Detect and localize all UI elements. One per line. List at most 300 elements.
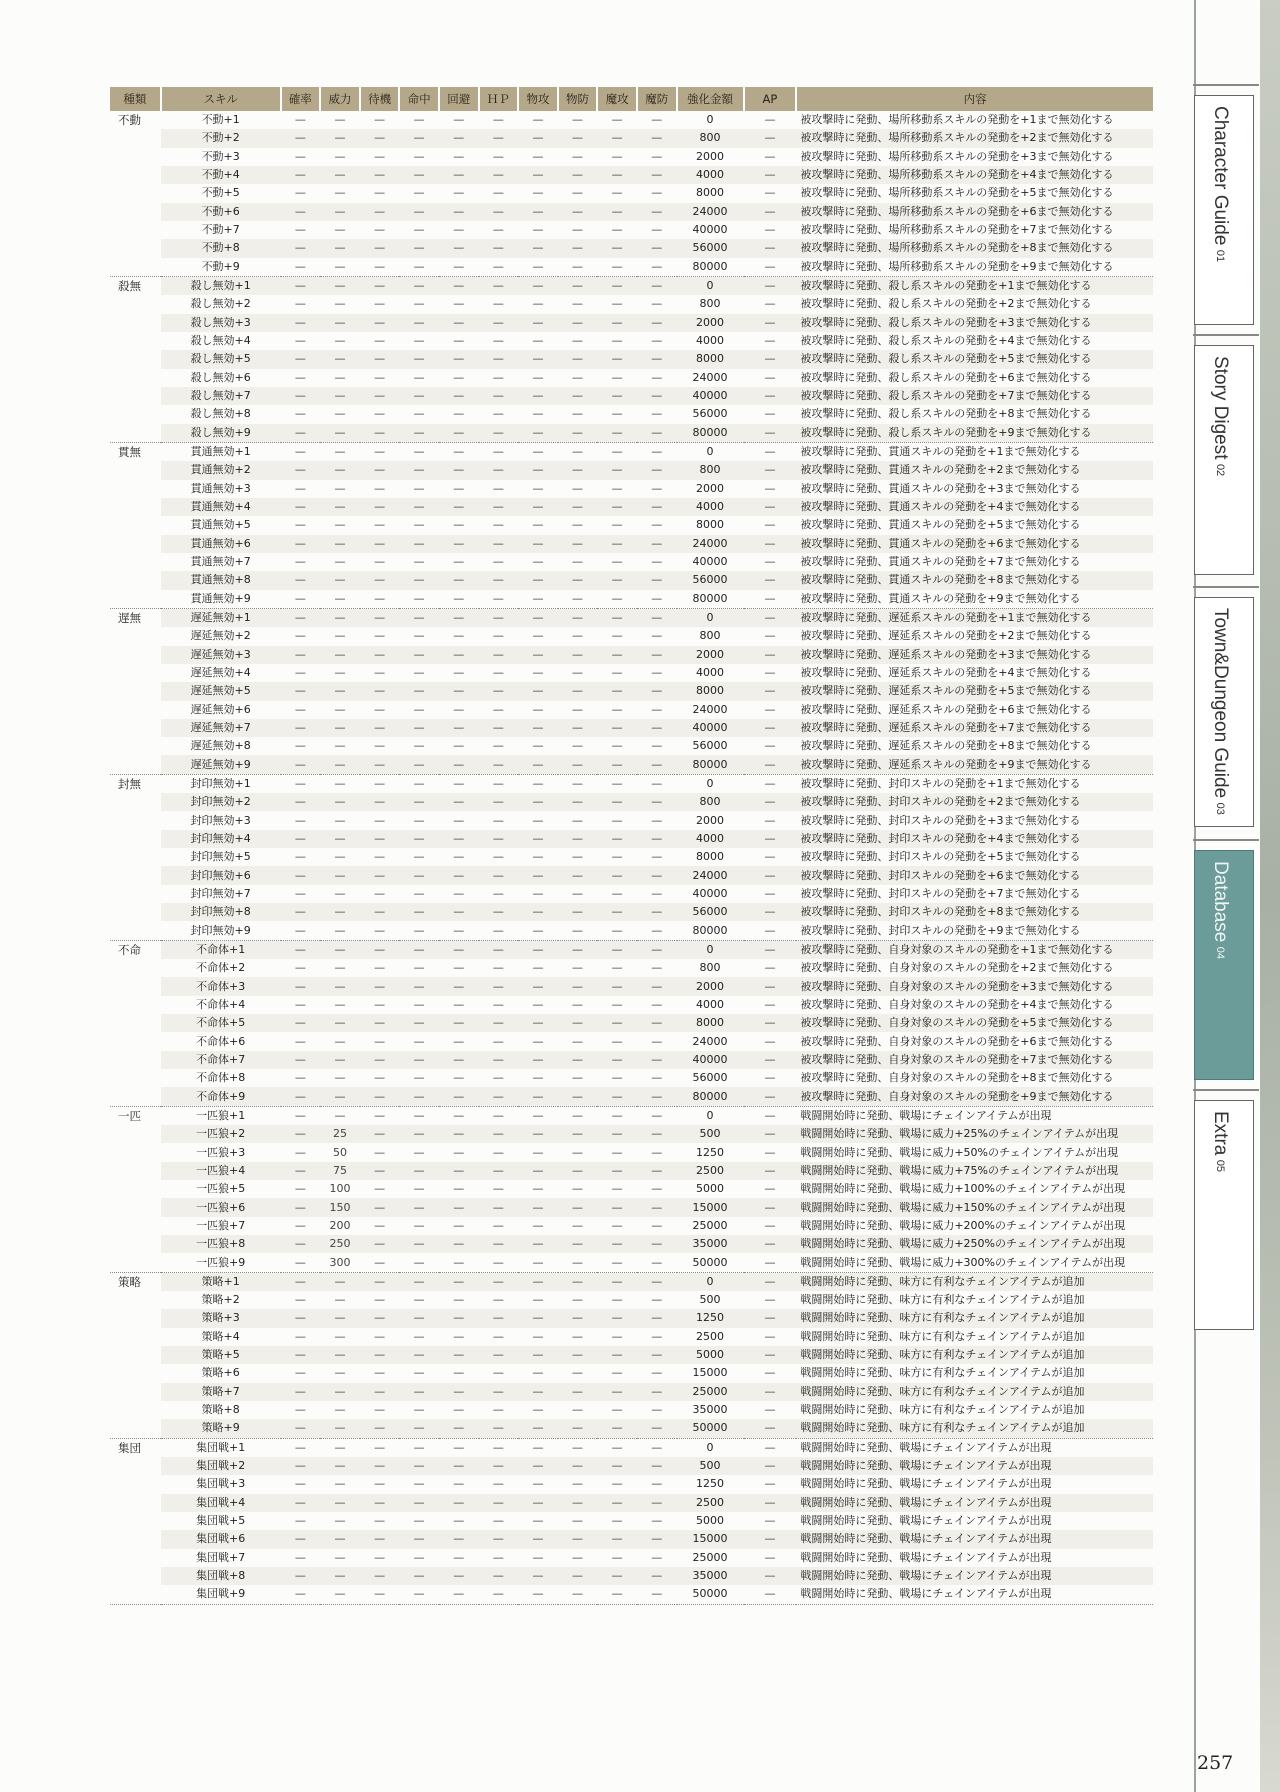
stat-cell: — [399, 166, 439, 184]
stat-cell: — [294, 1145, 306, 1159]
stat-cell: — [399, 1438, 439, 1457]
section-tab[interactable] [1194, 597, 1254, 827]
stat-cell: — [558, 1419, 598, 1438]
stat-cell: — [518, 314, 558, 332]
description-cell: 戦闘開始時に発動、味方に有利なチェインアイテムが追加 [796, 1346, 1153, 1364]
stat-cell: — [453, 1329, 465, 1343]
ap-cell: — [764, 1550, 776, 1564]
stat-cell: — [637, 1494, 677, 1512]
category-cell [110, 627, 161, 645]
stat-cell: — [532, 1293, 544, 1307]
description-cell: 被攻撃時に発動、自身対象のスキルの発動を+5まで無効化する [796, 1014, 1153, 1032]
skill-name: 集団戦+9 [161, 1585, 281, 1604]
stat-cell: — [558, 498, 598, 516]
stat-cell: — [572, 1218, 584, 1232]
cost-cell: 0 [677, 1438, 744, 1457]
ap-cell: — [744, 1457, 797, 1475]
cost-cell: 50000 [677, 1419, 744, 1438]
stat-cell: — [637, 774, 677, 793]
stat-cell: — [637, 1014, 677, 1032]
ap-cell: — [764, 555, 776, 569]
description-cell: 被攻撃時に発動、封印スキルの発動を+3まで無効化する [800, 813, 1081, 827]
stat-cell: — [320, 387, 360, 405]
category-cell: 策略 [110, 1272, 161, 1291]
stat-cell: — [651, 223, 663, 237]
stat-cell: — [360, 866, 400, 884]
stat-cell: — [334, 997, 346, 1011]
cost-cell: 56000 [692, 407, 728, 421]
stat-cell: — [360, 1051, 400, 1069]
stat-cell: — [399, 442, 439, 461]
stat-cell: — [439, 350, 479, 368]
stat-cell: — [637, 1051, 677, 1069]
stat-cell: — [611, 1477, 623, 1491]
description-cell: 戦闘開始時に発動、戦場に威力+75%のチェインアイテムが出現 [796, 1162, 1153, 1180]
stat-cell: — [637, 461, 677, 479]
stat-cell: — [374, 850, 386, 864]
stat-cell: — [360, 1309, 400, 1327]
stat-cell: — [281, 903, 321, 921]
stat-cell: — [294, 407, 306, 421]
stat-cell: — [637, 424, 677, 443]
stat-cell: — [572, 997, 584, 1011]
stat-cell: — [334, 923, 346, 937]
stat-cell: — [611, 739, 623, 753]
section-tab[interactable] [1194, 95, 1254, 325]
column-header: ＨＰ [479, 87, 519, 111]
stat-cell: — [572, 149, 584, 163]
stat-cell: — [413, 850, 425, 864]
skill-name: 封印無効+3 [190, 813, 251, 827]
stat-cell: — [294, 1477, 306, 1491]
stat-cell: — [399, 1198, 439, 1216]
cost-cell: 4000 [696, 666, 725, 679]
stat-cell: — [572, 739, 584, 753]
description-cell: 被攻撃時に発動、遅延系スキルの発動を+6まで無効化する [800, 702, 1092, 716]
stat-cell: — [439, 940, 479, 959]
cost-cell: 80000 [692, 923, 728, 937]
stat-cell: — [360, 1272, 400, 1291]
stat-cell: — [558, 239, 598, 257]
stat-cell: — [518, 166, 558, 184]
stat-cell: — [572, 223, 584, 237]
skill-name: 集団戦+6 [161, 1530, 281, 1548]
description-cell: 被攻撃時に発動、貫通スキルの発動を+5まで無効化する [800, 518, 1081, 532]
stat-cell: — [637, 129, 677, 147]
description-cell: 被攻撃時に発動、貫通スキルの発動を+2まで無効化する [796, 461, 1153, 479]
category-cell [110, 1217, 161, 1235]
stat-cell: — [439, 1272, 479, 1291]
stat-cell: — [518, 1235, 558, 1253]
stat-cell: — [320, 1087, 360, 1106]
section-number: 03 [1214, 802, 1226, 815]
stat-cell: — [281, 1087, 321, 1106]
stat-cell: — [294, 1218, 306, 1232]
category-cell [110, 387, 161, 405]
stat-cell: — [532, 923, 544, 937]
table-row [110, 866, 1153, 884]
description-cell: 被攻撃時に発動、封印スキルの発動を+5まで無効化する [800, 850, 1081, 864]
table-row [110, 1272, 1153, 1291]
ap-cell: — [744, 1346, 797, 1364]
stat-cell: — [281, 940, 321, 959]
cost-cell: 50000 [692, 1255, 728, 1269]
stat-cell: — [453, 555, 465, 569]
ap-cell: — [764, 961, 776, 975]
category-cell [110, 1567, 161, 1585]
stat-cell: — [294, 1514, 306, 1528]
stat-cell: — [334, 481, 346, 495]
stat-cell: — [374, 1477, 386, 1491]
stat-cell: — [281, 129, 321, 147]
ap-cell: — [744, 755, 797, 774]
stat-cell: — [479, 866, 519, 884]
stat-cell: — [334, 850, 346, 864]
stat-cell: — [453, 739, 465, 753]
column-header: 強化金額 [677, 87, 744, 111]
table-row [110, 1198, 1153, 1216]
description-cell: 戦闘開始時に発動、味方に有利なチェインアイテムが追加 [796, 1272, 1153, 1291]
description-cell: 戦闘開始時に発動、戦場に威力+100%のチェインアイテムが出現 [800, 1182, 1126, 1196]
stat-cell: — [413, 1255, 425, 1269]
stat-cell: — [374, 629, 386, 643]
table-row [110, 1051, 1153, 1069]
stat-cell: — [360, 276, 400, 295]
category-cell [110, 1512, 161, 1530]
description-cell: 戦闘開始時に発動、味方に有利なチェインアイテムが追加 [800, 1293, 1085, 1307]
stat-cell: — [597, 1383, 637, 1401]
stat-cell: — [439, 1585, 479, 1604]
ap-cell: — [744, 1438, 797, 1457]
stat-cell: — [532, 223, 544, 237]
skill-name: 一匹狼+2 [161, 1125, 281, 1143]
stat-cell: — [334, 259, 346, 273]
stat-cell: — [439, 276, 479, 295]
cost-cell: 800 [699, 297, 721, 311]
stat-cell: — [597, 755, 637, 774]
ap-cell: — [744, 1014, 797, 1032]
stat-cell: — [518, 1567, 558, 1585]
stat-cell: — [637, 387, 677, 405]
stat-cell: — [320, 1383, 360, 1401]
category-cell [110, 424, 161, 443]
description-cell: 戦闘開始時に発動、味方に有利なチェインアイテムが追加 [800, 1329, 1085, 1343]
stat-cell: — [572, 370, 584, 384]
table-row [110, 1549, 1153, 1567]
stat-cell: — [453, 850, 465, 864]
stat-cell: — [399, 866, 439, 884]
category-cell [110, 1383, 161, 1401]
category-cell [110, 903, 161, 921]
stat-cell: — [611, 481, 623, 495]
stat-cell: — [320, 276, 360, 295]
stat-cell: — [399, 1457, 439, 1475]
stat-cell: — [597, 774, 637, 793]
column-header: AP [744, 87, 797, 111]
ap-cell: — [744, 1530, 797, 1548]
stat-cell: — [518, 1383, 558, 1401]
stat-cell: — [439, 1309, 479, 1327]
stat-cell: — [518, 129, 558, 147]
stat-cell: — [558, 1087, 598, 1106]
stat-cell: — [518, 1198, 558, 1216]
category-cell [110, 1253, 161, 1272]
stat-cell: — [360, 1346, 400, 1364]
stat-cell: — [479, 1457, 519, 1475]
stat-cell: — [651, 666, 663, 679]
stat-cell: — [374, 1182, 386, 1196]
section-tab-label [1209, 1111, 1231, 1172]
section-tab[interactable] [1194, 1100, 1254, 1330]
skill-name: 策略+9 [161, 1419, 281, 1438]
stat-cell: — [597, 276, 637, 295]
stat-cell: — [651, 1329, 663, 1343]
stat-cell: — [518, 461, 558, 479]
cost-cell: 2000 [677, 314, 744, 332]
stat-cell: — [479, 1494, 519, 1512]
stat-cell: — [334, 186, 346, 200]
stat-cell: — [518, 498, 558, 516]
section-tab[interactable] [1194, 345, 1254, 575]
stat-cell: — [413, 1293, 425, 1307]
cost-cell: 0 [677, 608, 744, 627]
skill-name: 殺し無効+9 [161, 424, 281, 443]
page-number: 257 [1197, 1752, 1234, 1774]
stat-cell: — [453, 1145, 465, 1159]
stat-cell: — [558, 719, 598, 737]
stat-cell: — [413, 739, 425, 753]
stat-cell: — [281, 755, 321, 774]
stat-cell: — [479, 461, 519, 479]
stat-cell: — [518, 1106, 558, 1125]
ap-cell: — [764, 1514, 776, 1528]
table-row [110, 1291, 1153, 1309]
skill-name: 策略+8 [201, 1403, 240, 1417]
table-row [110, 553, 1153, 571]
stat-cell: — [611, 1071, 623, 1085]
stat-cell: — [532, 1514, 544, 1528]
cost-cell: 0 [677, 774, 744, 793]
stat-cell: — [597, 1585, 637, 1604]
stat-cell: — [360, 755, 400, 774]
stat-cell: — [453, 1477, 465, 1491]
stat-cell: — [597, 1051, 637, 1069]
stat-cell: — [637, 1530, 677, 1548]
description-cell: 被攻撃時に発動、場所移動系スキルの発動を+9まで無効化する [800, 259, 1114, 273]
stat-cell: — [439, 1457, 479, 1475]
category-cell: 一匹 [110, 1106, 161, 1125]
category-cell [110, 480, 161, 498]
table-row [110, 793, 1153, 811]
stat-cell: — [360, 424, 400, 443]
decorative-texture [1260, 0, 1280, 1792]
cost-cell: 56000 [677, 903, 744, 921]
stat-cell: — [439, 442, 479, 461]
ap-cell: — [744, 1494, 797, 1512]
category-cell: 遅無 [110, 608, 161, 627]
stat-cell: — [413, 297, 425, 311]
ap-cell: — [764, 149, 776, 163]
stat-cell: — [558, 1051, 598, 1069]
stat-cell: — [439, 1087, 479, 1106]
stat-cell: — [413, 1182, 425, 1196]
stat-cell: — [453, 1071, 465, 1085]
stat-cell: — [558, 1567, 598, 1585]
description-cell: 被攻撃時に発動、遅延系スキルの発動を+1まで無効化する [796, 608, 1153, 627]
category-cell [110, 1162, 161, 1180]
stat-cell: — [479, 424, 519, 443]
stat-cell: — [611, 1514, 623, 1528]
stat-cell: — [360, 1106, 400, 1125]
table-row [110, 1309, 1153, 1327]
ap-cell: — [744, 571, 797, 589]
ap-cell: — [744, 535, 797, 553]
skill-name: 集団戦+7 [196, 1550, 246, 1564]
cost-cell: 800 [677, 129, 744, 147]
table-row [110, 848, 1153, 866]
stat-cell: — [281, 1235, 321, 1253]
stat-cell: — [439, 1383, 479, 1401]
skill-name: 貫通無効+5 [190, 518, 251, 532]
stat-cell: — [294, 702, 306, 716]
stat-cell: — [637, 442, 677, 461]
category-cell [110, 1346, 161, 1364]
stat-cell: — [492, 813, 504, 827]
stat-cell: — [399, 387, 439, 405]
category-cell [110, 701, 161, 719]
description-cell: 被攻撃時に発動、貫通スキルの発動を+3まで無効化する [800, 481, 1081, 495]
stat-cell: — [611, 407, 623, 421]
stat-cell: — [572, 113, 584, 127]
stat-cell: — [320, 903, 360, 921]
stat-cell: — [492, 1034, 504, 1048]
stat-cell: — [572, 259, 584, 273]
ap-cell: — [744, 350, 797, 368]
stat-cell: — [439, 129, 479, 147]
stat-cell: — [558, 682, 598, 700]
stat-cell: — [399, 1087, 439, 1106]
table-row [110, 369, 1153, 387]
cost-cell: 24000 [677, 203, 744, 221]
stat-cell: — [294, 923, 306, 937]
section-tab-label [1209, 106, 1231, 262]
ap-cell: — [764, 1293, 776, 1307]
category-cell [110, 535, 161, 553]
stat-cell: — [479, 1087, 519, 1106]
cost-cell: 4000 [696, 334, 725, 348]
stat-cell: — [518, 608, 558, 627]
skill-name: 一匹狼+6 [161, 1198, 281, 1216]
skill-name: 遅延無効+4 [190, 666, 251, 679]
stat-cell: — [651, 259, 663, 273]
stat-cell: — [413, 1145, 425, 1159]
description-cell: 被攻撃時に発動、遅延系スキルの発動を+7まで無効化する [796, 719, 1153, 737]
stat-cell: — [518, 1346, 558, 1364]
description-cell: 被攻撃時に発動、自身対象のスキルの発動を+9まで無効化する [796, 1087, 1153, 1106]
table-row [110, 314, 1153, 332]
stat-cell: — [637, 1272, 677, 1291]
stat-cell: — [374, 1403, 386, 1417]
stat-cell: — [492, 850, 504, 864]
stat-cell: — [374, 407, 386, 421]
stat-cell: — [360, 1162, 400, 1180]
stat-cell: — [637, 903, 677, 921]
stat-cell: — [281, 1309, 321, 1327]
skill-name: 貫通無効+6 [161, 535, 281, 553]
skill-name: 不動+8 [161, 239, 281, 257]
description-cell: 被攻撃時に発動、殺し系スキルの発動を+8まで無効化する [800, 407, 1092, 421]
category-cell [110, 258, 161, 277]
table-row [110, 1143, 1153, 1161]
skill-name: 不動+1 [201, 113, 240, 127]
category-cell [110, 848, 161, 866]
table-row [110, 184, 1153, 202]
section-tab[interactable] [1194, 850, 1254, 1080]
stat-cell: — [453, 186, 465, 200]
stat-cell: — [651, 739, 663, 753]
column-header: 内容 [796, 87, 1153, 111]
stat-cell: — [399, 276, 439, 295]
stat-cell: — [320, 129, 360, 147]
stat-cell: — [572, 850, 584, 864]
skill-name: 殺し無効+5 [161, 350, 281, 368]
stat-cell: — [360, 571, 400, 589]
stat-cell: — [453, 1293, 465, 1307]
category-cell [110, 1419, 161, 1438]
category-cell [110, 1291, 161, 1309]
stat-cell: — [294, 813, 306, 827]
column-header: 威力 [320, 87, 360, 111]
table-row [110, 1162, 1153, 1180]
stat-cell: — [281, 1383, 321, 1401]
stat-cell: — [532, 555, 544, 569]
stat-cell: — [294, 850, 306, 864]
description-cell: 戦闘開始時に発動、戦場にチェインアイテムが出現 [796, 1457, 1153, 1475]
skill-name: 遅延無効+7 [161, 719, 281, 737]
skill-name: 集団戦+8 [161, 1567, 281, 1585]
table-row [110, 1014, 1153, 1032]
stat-cell: — [518, 387, 558, 405]
ap-cell: — [764, 113, 776, 127]
stat-cell: — [294, 739, 306, 753]
stat-cell: — [413, 813, 425, 827]
stat-cell: — [572, 923, 584, 937]
stat-cell: — [479, 608, 519, 627]
stat-cell: 25 [320, 1125, 360, 1143]
stat-cell: — [651, 1071, 663, 1085]
stat-cell: — [492, 1550, 504, 1564]
stat-cell: — [334, 1034, 346, 1048]
stat-cell: — [281, 1530, 321, 1548]
ap-cell: — [744, 774, 797, 793]
stat-cell: — [334, 1403, 346, 1417]
cost-cell: 500 [677, 1125, 744, 1143]
ap-cell: — [764, 850, 776, 864]
category-cell [110, 239, 161, 257]
stat-cell: — [294, 1366, 306, 1380]
description-cell: 被攻撃時に発動、場所移動系スキルの発動を+3まで無効化する [800, 149, 1114, 163]
stat-cell: — [399, 1162, 439, 1180]
stat-cell: — [558, 1162, 598, 1180]
stat-cell: — [360, 350, 400, 368]
stat-cell: — [453, 813, 465, 827]
stat-cell: — [558, 1125, 598, 1143]
table-row [110, 1512, 1153, 1530]
description-cell: 戦闘開始時に発動、戦場に威力+200%のチェインアイテムが出現 [800, 1218, 1126, 1232]
stat-cell: — [479, 793, 519, 811]
stat-cell: — [399, 608, 439, 627]
stat-cell: — [479, 1309, 519, 1327]
